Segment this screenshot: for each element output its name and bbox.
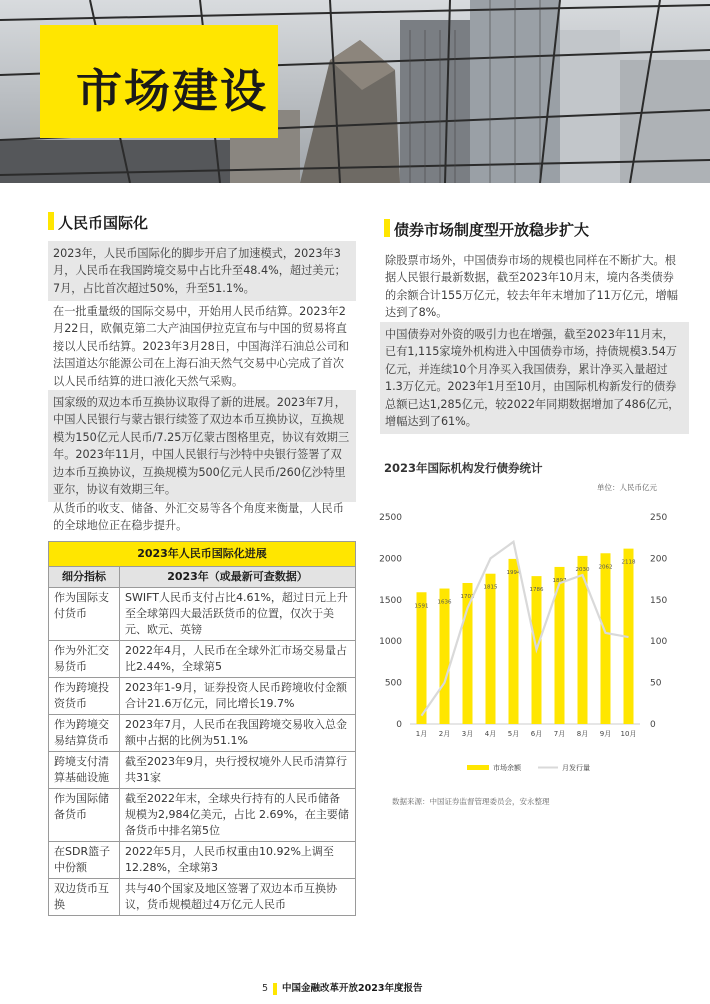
line-series-monthly (422, 542, 629, 716)
table-row (49, 879, 356, 916)
y-tick-right: 50 (650, 678, 662, 689)
table-cell: 作为国际储备货币 (49, 789, 120, 842)
x-tick-label: 7月 (553, 730, 566, 738)
y-tick-left: 2000 (379, 554, 402, 565)
y-tick-right: 200 (650, 554, 668, 565)
x-tick-label: 6月 (530, 730, 543, 738)
data-label: 1703 (460, 593, 475, 600)
section-heading-rmb: 人民币国际化 (58, 214, 149, 232)
data-label: 1994 (506, 569, 521, 576)
table-row (49, 678, 356, 715)
paragraph: 中国债券对外资的吸引力也在增强，截至2023年11月末，已有1,115家境外机构进入中国债券市场，持债规模3.54万亿元，并连续10个月净买入我国债券，累计净买入量超过1.3万亿元。2023年1月至10月，由国际机构新发行的债券总额已达1,285亿元，较2022年同期数据增加了486亿元，增幅达到了61%。 (380, 322, 689, 434)
y-tick-right: 100 (650, 637, 668, 648)
table-row (49, 842, 356, 879)
x-tick-label: 1月 (415, 730, 428, 738)
table-cell: 作为跨境投资货币 (49, 678, 120, 715)
bar (460, 583, 475, 724)
bond-issuance-chart (372, 500, 682, 790)
legend-label: 市场余额 (493, 764, 521, 772)
data-label: 2118 (621, 559, 636, 566)
table-cell: 共与40个国家及地区签署了双边本币互换协议，货币规模超过4万亿元人民币 (120, 879, 356, 916)
bar (598, 553, 613, 724)
paragraph: 从货币的收支、储备、外汇交易等各个角度来衡量，人民币的全球地位正在稳步提升。 (53, 502, 344, 533)
report-title: 中国金融改革开放2023年度报告 (282, 983, 423, 994)
table-cell: 作为国际支付货币 (49, 588, 120, 641)
x-tick-label: 8月 (576, 730, 589, 738)
table-caption: 2023年人民币国际化进展 (49, 542, 356, 567)
y-tick-right: 250 (650, 513, 668, 523)
page-number: 5 (262, 983, 269, 994)
table-cell: 跨境支付清算基础设施 (49, 752, 120, 789)
table-cell: 2023年1-9月，证券投资人民币跨境收付金额合计21.6万亿元，同比增长19.7% (120, 678, 356, 715)
data-label: 1591 (414, 603, 429, 610)
y-tick-right: 150 (650, 595, 668, 606)
table-cell: SWIFT人民币支付占比4.61%，超过日元上升至全球第四大最活跃货币的位置，仅次于美元、欧元、英镑 (120, 588, 356, 641)
y-tick-left: 1500 (379, 595, 402, 606)
table-cell: 截至2022年末，全球央行持有的人民币储备规模为2,984亿美元，占比 2.69%，在主要储备货币中排名第5位 (120, 789, 356, 842)
x-tick-label: 4月 (484, 730, 497, 738)
table-row (49, 752, 356, 789)
table-cell: 截至2023年9月，央行授权境外人民币清算行共31家 (120, 752, 356, 789)
table-cell: 2022年4月，人民币在全球外汇市场交易量占比2.44%，全球第5 (120, 641, 356, 678)
table-row (49, 588, 356, 641)
data-label: 2062 (598, 564, 613, 571)
data-label: 2030 (575, 566, 590, 573)
y-tick-left: 500 (384, 678, 402, 689)
x-tick-label: 5月 (507, 730, 520, 738)
chart-unit: 单位：人民币亿元 (597, 483, 657, 492)
y-tick-left: 2500 (379, 513, 402, 523)
paragraph: 在一批重量级的国际交易中，开始用人民币结算。2023年2月22日，欧佩克第二大产油国伊拉克宣布与中国的贸易将直接以人民币结算。2023年3月28日，中国海洋石油总公司和法国道达尔能源公司在上海石油天然气交易中心完成了首次以人民币结算的进口液化天然气采购。 (53, 305, 349, 388)
bar (506, 559, 521, 724)
paragraph: 2023年，人民币国际化的脚步开启了加速模式，2023年3月，人民币在我国跨境交易中占比升至48.4%，超过美元；7月，占比首次超过50%，升至51.1%。 (48, 241, 356, 301)
x-tick-label: 9月 (599, 730, 612, 738)
section-marker (384, 219, 390, 237)
table-cell: 双边货币互换 (49, 879, 120, 916)
rmb-progress-table (48, 541, 356, 916)
bar (483, 574, 498, 724)
table-row (49, 789, 356, 842)
table-row (49, 715, 356, 752)
table-cell: 在SDR篮子中份额 (49, 842, 120, 879)
y-tick-left: 0 (396, 720, 402, 730)
y-tick-right: 0 (650, 720, 656, 730)
table-cell: 2023年7月，人民币在我国跨境交易收入总金额中占据的比例为51.1% (120, 715, 356, 752)
table-cell: 作为外汇交易货币 (49, 641, 120, 678)
x-tick-label: 2月 (438, 730, 451, 738)
legend-swatch-bar (467, 765, 489, 770)
data-label: 1815 (483, 584, 498, 591)
x-tick-label: 3月 (461, 730, 474, 738)
y-tick-left: 1000 (379, 637, 402, 648)
chart-title: 2023年国际机构发行债券统计 (384, 461, 543, 475)
data-label: 1636 (437, 599, 452, 606)
table-cell: 作为跨境交易结算货币 (49, 715, 120, 752)
footer (262, 980, 423, 995)
section-heading-bond: 债券市场制度型开放稳步扩大 (394, 221, 590, 239)
table-header: 细分指标 (49, 567, 120, 588)
bar (437, 589, 452, 724)
data-label: 1786 (529, 587, 544, 594)
paragraph: 国家级的双边本币互换协议取得了新的进展。2023年7月，中国人民银行与蒙古银行续签了双边本币互换协议，互换规模为150亿元人民币/7.25万亿蒙古图格里克，协议有效期三年。2023年11月，中国人民银行与沙特中央银行签署了双边本币互换协议，互换规模为500亿元人民币/260亿沙特里亚尔，协议有效期三年。 (48, 390, 356, 502)
table-header: 2023年（或最新可查数据） (120, 567, 356, 588)
chart-source: 数据来源：中国证券监督管理委员会，安永整理 (392, 797, 550, 806)
x-tick-label: 10月 (620, 730, 637, 738)
footer-divider (273, 983, 277, 995)
hero-banner (0, 0, 710, 183)
page-title: 市场建设 (76, 64, 268, 118)
data-label: 1897 (552, 577, 567, 584)
table-cell: 2022年5月，人民币权重由10.92%上调至12.28%，全球第3 (120, 842, 356, 879)
table-row (49, 641, 356, 678)
page-title-box (40, 25, 278, 138)
section-marker (48, 212, 54, 230)
legend-label: 月发行量 (562, 764, 590, 772)
bar (414, 592, 429, 724)
paragraph: 除股票市场外，中国债券市场的规模也同样在不断扩大。根据人民银行最新数据，截至2023年10月末，境内各类债券的余额合计155万亿元，较去年年末增加了11万亿元，增幅达到了8%。 (385, 254, 678, 320)
